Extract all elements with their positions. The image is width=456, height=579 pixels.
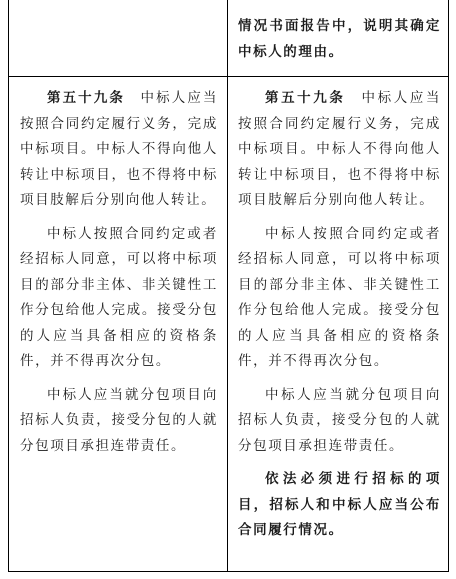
left-column xyxy=(20,86,218,459)
row-divider xyxy=(8,76,449,77)
right-article-paragraph xyxy=(238,86,441,214)
right-paragraph-2: 中标人按照合同约定或者经招标人同意，可以将中标项目的部分非主体、非关键性工作分包给他人完成。接受分包的人应当具备相应的资格条件，并不得再次分包。 xyxy=(238,225,441,369)
left-paragraph-2: 中标人按照合同约定或者经招标人同意，可以将中标项目的部分非主体、非关键性工作分包给他人完成。接受分包的人应当具备相应的资格条件，并不得再次分包。 xyxy=(20,225,218,369)
table-border-right xyxy=(448,0,449,572)
left-article-paragraph xyxy=(20,86,218,214)
left-paragraph-1: 中标人应当按照合同约定履行义务，完成中标项目。中标人不得向他人转让中标项目，也不得将中标项目肢解后分别向他人转让。 xyxy=(20,90,219,208)
right-paragraph-1: 中标人应当按照合同约定履行义务，完成中标项目。中标人不得向他人转让中标项目，也不得将中标项目肢解后分别向他人转让。 xyxy=(238,90,442,208)
right-paragraph-3: 中标人应当就分包项目向招标人负责，接受分包的人就分包项目承担连带责任。 xyxy=(238,386,441,454)
left-article-number: 第五十九条 xyxy=(47,90,125,106)
right-column xyxy=(238,86,441,544)
left-paragraph-3: 中标人应当就分包项目向招标人负责，接受分包的人就分包项目承担连带责任。 xyxy=(20,386,218,454)
right-added-paragraph: 依法必须进行招标的项目，招标人和中标人应当公布合同履行情况。 xyxy=(238,471,441,538)
table-border-bottom xyxy=(8,571,449,572)
table-border-left xyxy=(8,0,9,572)
comparison-table xyxy=(8,0,449,572)
table-divider-center xyxy=(227,0,228,572)
top-right-text: 情况书面报告中，说明其确定中标人的理由。 xyxy=(238,18,441,60)
top-right-cell xyxy=(238,14,441,65)
right-article-number: 第五十九条 xyxy=(265,90,346,106)
